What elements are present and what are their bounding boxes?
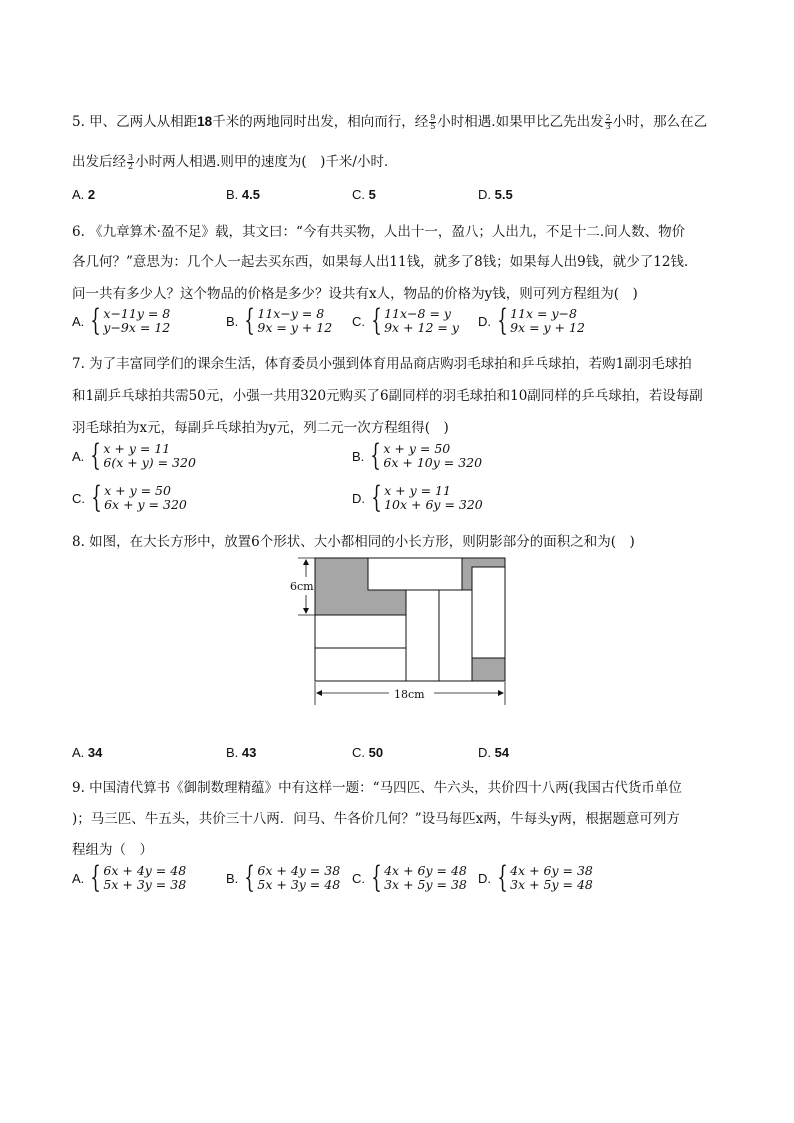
q5-line-1	[72, 110, 707, 131]
q5-option-a[interactable]: A. 2	[72, 187, 96, 202]
q5-line-2	[72, 150, 397, 171]
q9-line-1: 9. 中国清代算书《御制数理精蕴》中有这样一题：“马四匹、牛六头，共价四十八两(我国古代货币单位	[72, 780, 682, 796]
q8-option-c[interactable]: C. 50	[352, 745, 384, 760]
q7-option-b[interactable]: B. { x + y = 50 6x + 10y = 320	[352, 438, 483, 473]
q8-option-b[interactable]: B. 43	[226, 745, 257, 760]
q5-fraction-1: $\frac{9}{5}$	[430, 113, 436, 131]
height-label: 6cm	[290, 580, 314, 593]
small-rectangle-horizontal-2	[315, 648, 406, 681]
q5-fraction-2: $\frac{2}{3}$	[605, 113, 611, 131]
q9-line-3: 程组为（ ）	[72, 842, 153, 858]
small-rectangle-vertical-1	[406, 590, 439, 681]
q6-option-d[interactable]: D. { 11x = y−8 9x = y + 12	[478, 303, 585, 338]
q7-option-c[interactable]: C. { x + y = 50 6x + y = 320	[72, 480, 187, 515]
q5-text: 千米的两地同时出发，相向而行，经	[212, 114, 429, 130]
small-rectangle-vertical-3	[472, 567, 505, 658]
q9-option-c[interactable]: C. { 4x + 6y = 48 3x + 5y = 38	[352, 860, 467, 895]
q9-option-d[interactable]: D. { 4x + 6y = 38 3x + 5y = 48	[478, 860, 593, 895]
q8-line-1: 8. 如图，在大长方形中，放置6个形状、大小都相同的小长方形，则阴影部分的面积之和为( )	[72, 534, 635, 550]
q5-text: 小时两人相遇.则甲的速度为( )千米/小时．	[135, 154, 398, 170]
q5-option-d[interactable]: D. 5.5	[478, 187, 513, 202]
shaded-region-bottom-right	[472, 658, 505, 681]
small-rectangle-top	[368, 558, 462, 590]
q5-text: 出发后经	[72, 154, 126, 170]
q5-text: 小时，那么在乙	[612, 114, 708, 130]
q5-option-c[interactable]: C. 5	[352, 187, 376, 202]
q7-line-2: 和1副乒乓球拍共需50元，小强一共用320元购买了6副同样的羽毛球拍和10副同样的乒乓球拍，若设每副	[72, 388, 703, 404]
q5-distance: 18	[197, 114, 213, 129]
q7-option-a[interactable]: A. { x + y = 11 6(x + y) = 320	[72, 438, 196, 473]
q5-fraction-3: $\frac{3}{2}$	[128, 153, 134, 171]
q6-option-a[interactable]: A. { x−11y = 8 y−9x = 12	[72, 303, 171, 338]
q9-line-2: )；马三匹、牛五头，共价三十八两．问马、牛各价几何？”设马每匹x两，牛每头y两，根据题意可列方	[72, 811, 680, 827]
q6-line-1: 6. 《九章算术·盈不足》载，其文曰：“今有共买物，人出十一，盈八；人出九，不足十二.问人数、物价	[72, 224, 686, 240]
small-rectangle-vertical-2	[439, 590, 472, 681]
q6-line-2: 各几何？”意思为：几个人一起去买东西，如果每人出11钱，就多了8钱；如果每人出9钱，就少了12钱.	[72, 254, 689, 270]
q6-option-c[interactable]: C. { 11x−8 = y 9x + 12 = y	[352, 303, 459, 338]
width-label: 18cm	[394, 688, 425, 701]
q6-line-3: 问一共有多少人？这个物品的价格是多少？设共有x人，物品的价格为y钱，则可列方程组为( )	[72, 286, 638, 302]
q7-line-3: 羽毛球拍为x元，每副乒乓球拍为y元，列二元一次方程组得( )	[72, 420, 449, 436]
q6-option-b[interactable]: B. { 11x−y = 8 9x = y + 12	[226, 303, 333, 338]
q5-text: 5. 甲、乙两人从相距	[72, 114, 198, 130]
rectangles-diagram	[284, 553, 514, 713]
q9-option-a[interactable]: A. { 6x + 4y = 48 5x + 3y = 38	[72, 860, 187, 895]
q9-option-b[interactable]: B. { 6x + 4y = 38 5x + 3y = 48	[226, 860, 341, 895]
q5-option-b[interactable]: B. 4.5	[226, 187, 260, 202]
q7-line-1: 7. 为了丰富同学们的课余生活，体育委员小强到体育用品商店购羽毛球拍和乒乓球拍，若购1副羽毛球拍	[72, 356, 692, 372]
q8-option-d[interactable]: D. 54	[478, 745, 510, 760]
small-rectangle-horizontal-1	[315, 615, 406, 648]
q8-option-a[interactable]: A. 34	[72, 745, 103, 760]
q7-option-d[interactable]: D. { x + y = 11 10x + 6y = 320	[352, 480, 483, 515]
q5-text: 小时相遇.如果甲比乙先出发	[437, 114, 604, 130]
